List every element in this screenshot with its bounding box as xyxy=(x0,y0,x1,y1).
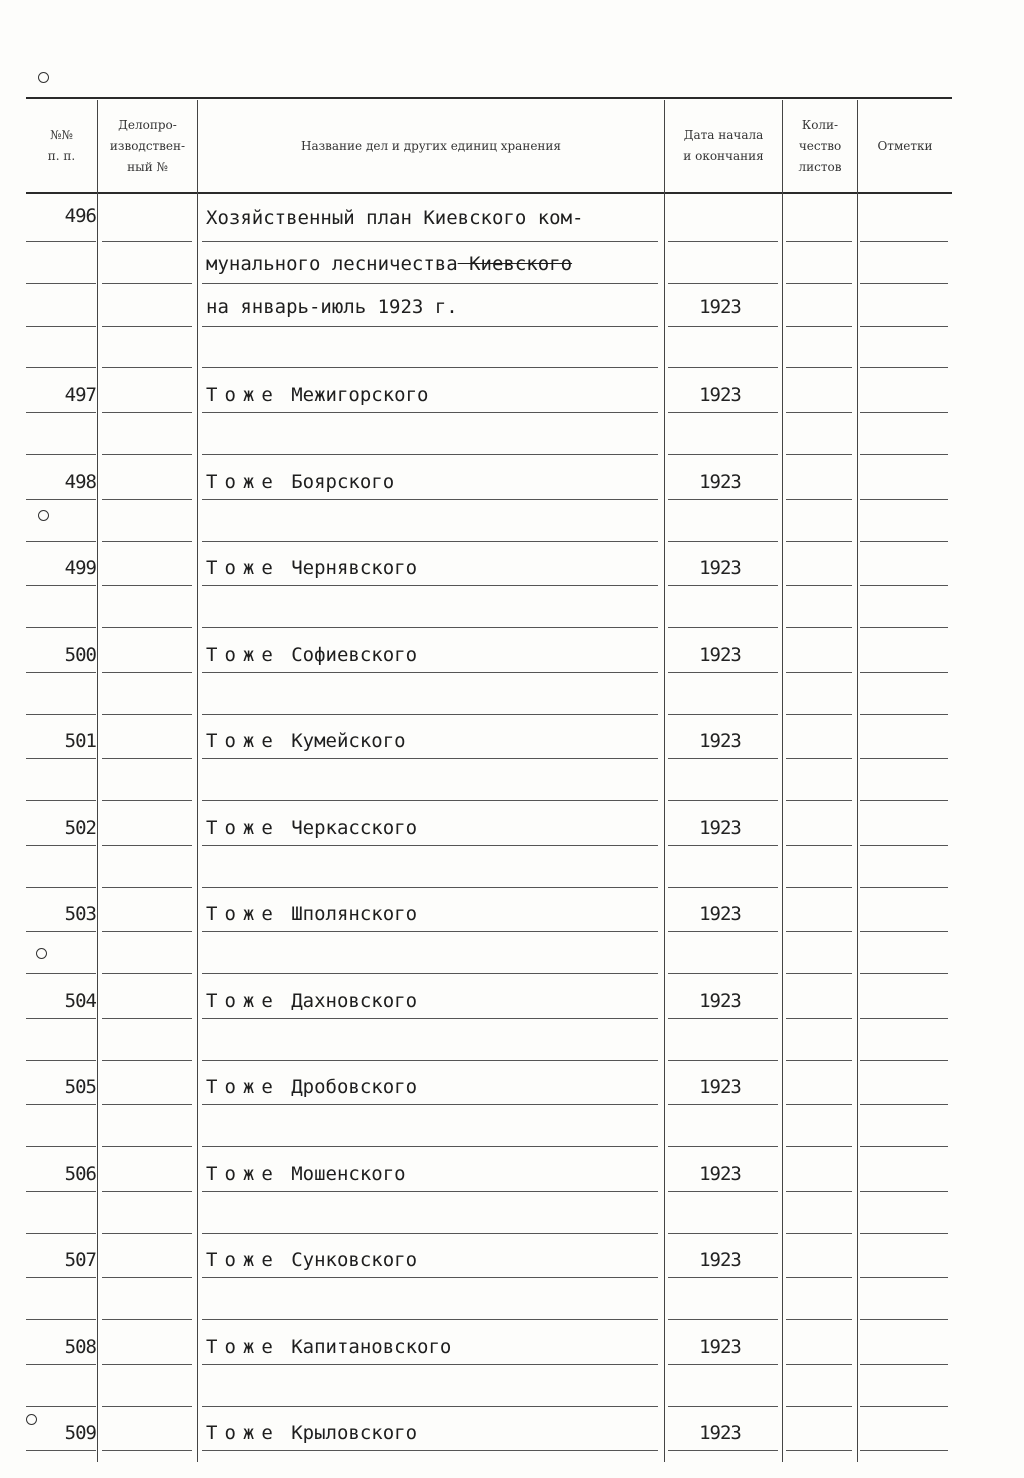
row-rule xyxy=(860,241,948,242)
same-as-above-label: Тоже xyxy=(206,470,280,493)
row-rule xyxy=(668,931,778,932)
row-rule xyxy=(860,714,948,715)
row-rule xyxy=(786,499,852,500)
forestry-name: Крыловского xyxy=(279,1422,418,1444)
record-date: 1923 xyxy=(699,384,741,406)
row-rule xyxy=(786,541,852,542)
record-date: 1923 xyxy=(699,989,741,1012)
row-rule xyxy=(102,454,192,455)
row-rule xyxy=(202,1233,658,1234)
row-rule xyxy=(860,1060,948,1061)
forestry-name: Межигорского xyxy=(279,384,429,406)
row-rule xyxy=(102,1060,192,1061)
row-rule xyxy=(668,541,778,542)
row-rule xyxy=(202,412,658,413)
same-as-above-label: Тоже xyxy=(206,1162,280,1185)
row-rule xyxy=(202,973,658,974)
row-rule xyxy=(102,326,192,327)
row-rule xyxy=(860,1191,948,1192)
row-rule xyxy=(786,412,852,413)
row-rule xyxy=(102,800,192,801)
row-rule xyxy=(26,973,96,974)
row-rule xyxy=(26,326,96,327)
row-rule xyxy=(668,973,778,974)
row-rule xyxy=(26,585,96,586)
record-number: 502 xyxy=(64,816,96,839)
same-as-above-label: Тоже xyxy=(206,816,280,839)
record-number: 507 xyxy=(64,1249,96,1271)
row-rule xyxy=(668,800,778,801)
same-as-above-label: Тоже xyxy=(206,1335,280,1358)
row-rule xyxy=(668,326,778,327)
header-col-office-number: Делопро- изводствен- ный № xyxy=(109,117,186,174)
punch-hole-icon xyxy=(38,72,49,83)
punch-hole-icon xyxy=(38,510,49,521)
row-rule xyxy=(786,367,852,368)
row-rule xyxy=(102,1104,192,1105)
row-rule xyxy=(786,1018,852,1019)
row-rule xyxy=(860,1233,948,1234)
record-number: 500 xyxy=(64,643,96,666)
row-rule xyxy=(786,1319,852,1320)
row-rule xyxy=(202,1319,658,1320)
row-rule xyxy=(202,585,658,586)
row-rule xyxy=(860,627,948,628)
row-rule xyxy=(202,672,658,673)
row-rule xyxy=(202,283,658,284)
row-rule xyxy=(668,367,778,368)
row-rule xyxy=(102,1277,192,1278)
column-divider xyxy=(857,100,858,1462)
row-rule xyxy=(102,1364,192,1365)
row-rule xyxy=(102,887,192,888)
row-rule xyxy=(202,1450,658,1451)
record-date: 1923 xyxy=(699,730,741,752)
row-rule xyxy=(202,1364,658,1365)
row-rule xyxy=(202,1146,658,1147)
row-rule xyxy=(102,1319,192,1320)
record-title xyxy=(206,557,664,579)
record-date: 1923 xyxy=(699,1076,741,1098)
row-rule xyxy=(102,541,192,542)
row-rule xyxy=(786,1146,852,1147)
row-rule xyxy=(786,241,852,242)
header-col-notes: Отметки xyxy=(877,138,933,153)
record-number: 509 xyxy=(64,1422,96,1444)
row-rule xyxy=(786,1277,852,1278)
record-title xyxy=(206,1249,664,1271)
struck-word: Киевского xyxy=(457,253,573,275)
row-rule xyxy=(202,326,658,327)
row-rule xyxy=(26,1319,96,1320)
row-rule xyxy=(668,714,778,715)
record-title xyxy=(206,730,664,752)
same-as-above-label: Тоже xyxy=(206,989,280,1012)
row-rule xyxy=(786,672,852,673)
row-rule xyxy=(786,1450,852,1451)
row-rule xyxy=(102,499,192,500)
same-as-above-label: Тоже xyxy=(206,384,280,406)
row-rule xyxy=(860,326,948,327)
row-rule xyxy=(202,454,658,455)
record-number: 508 xyxy=(64,1335,96,1358)
row-rule xyxy=(668,1060,778,1061)
row-rule xyxy=(202,931,658,932)
row-rule xyxy=(860,931,948,932)
row-rule xyxy=(860,887,948,888)
forestry-name: Шполянского xyxy=(279,903,418,925)
row-rule xyxy=(26,499,96,500)
record-title xyxy=(206,1163,664,1185)
row-rule xyxy=(102,585,192,586)
row-rule xyxy=(26,541,96,542)
row-rule xyxy=(860,283,948,284)
row-rule xyxy=(26,887,96,888)
row-rule xyxy=(102,672,192,673)
record-title xyxy=(206,817,664,839)
column-divider xyxy=(782,100,783,1462)
row-rule xyxy=(786,800,852,801)
row-rule xyxy=(860,541,948,542)
column-divider xyxy=(197,100,198,1462)
row-rule xyxy=(786,973,852,974)
row-rule xyxy=(786,887,852,888)
row-rule xyxy=(202,541,658,542)
row-rule xyxy=(102,412,192,413)
row-rule xyxy=(668,672,778,673)
row-rule xyxy=(668,887,778,888)
row-rule xyxy=(26,627,96,628)
row-rule xyxy=(202,1018,658,1019)
row-rule xyxy=(26,672,96,673)
row-rule xyxy=(26,454,96,455)
forestry-name: Капитановского xyxy=(279,1335,452,1358)
same-as-above-label: Тоже xyxy=(206,643,280,666)
row-rule xyxy=(668,845,778,846)
table-header-rule xyxy=(26,192,952,194)
row-rule xyxy=(786,326,852,327)
row-rule xyxy=(202,1406,658,1407)
row-rule xyxy=(786,585,852,586)
row-rule xyxy=(668,1146,778,1147)
record-number: 505 xyxy=(64,1076,96,1098)
record-number: 499 xyxy=(64,557,96,579)
header-col-dates: Дата начала и окончания xyxy=(683,128,764,163)
record-title-line: на январь-июль 1923 г. xyxy=(206,296,458,318)
row-rule xyxy=(668,1319,778,1320)
row-rule xyxy=(102,367,192,368)
row-rule xyxy=(786,1406,852,1407)
record-number: 498 xyxy=(64,470,96,493)
row-rule xyxy=(202,627,658,628)
row-rule xyxy=(786,758,852,759)
same-as-above-label: Тоже xyxy=(206,1249,280,1271)
record-date: 1923 xyxy=(699,557,741,579)
row-rule xyxy=(26,1191,96,1192)
forestry-name: Мошенского xyxy=(279,1162,406,1185)
row-rule xyxy=(26,1450,96,1451)
row-rule xyxy=(26,1104,96,1105)
header-col-number: №№ п. п. xyxy=(47,128,76,163)
row-rule xyxy=(102,973,192,974)
same-as-above-label: Тоже xyxy=(206,557,280,579)
row-rule xyxy=(202,714,658,715)
row-rule xyxy=(860,412,948,413)
row-rule xyxy=(102,627,192,628)
row-rule xyxy=(860,845,948,846)
record-title xyxy=(206,384,664,406)
row-rule xyxy=(202,887,658,888)
row-rule xyxy=(668,283,778,284)
row-rule xyxy=(860,1146,948,1147)
row-rule xyxy=(668,1104,778,1105)
header-col-sheets: Коли- чество листов xyxy=(798,117,842,174)
record-title xyxy=(206,1336,664,1358)
record-number: 501 xyxy=(64,730,96,752)
forestry-name: Сунковского xyxy=(279,1249,418,1271)
column-divider xyxy=(664,100,665,1462)
row-rule xyxy=(26,283,96,284)
record-title xyxy=(206,903,664,925)
row-rule xyxy=(102,1018,192,1019)
row-rule xyxy=(860,499,948,500)
row-rule xyxy=(668,585,778,586)
row-rule xyxy=(860,1364,948,1365)
record-date: 1923 xyxy=(699,470,741,493)
row-rule xyxy=(102,1233,192,1234)
row-rule xyxy=(202,845,658,846)
row-rule xyxy=(102,1406,192,1407)
same-as-above-label: Тоже xyxy=(206,1422,280,1444)
row-rule xyxy=(786,1104,852,1105)
row-rule xyxy=(786,1060,852,1061)
row-rule xyxy=(668,499,778,500)
punch-hole-icon xyxy=(36,948,47,959)
same-as-above-label: Тоже xyxy=(206,730,280,752)
row-rule xyxy=(26,800,96,801)
record-number: 503 xyxy=(64,903,96,925)
row-rule xyxy=(668,1364,778,1365)
row-rule xyxy=(668,1277,778,1278)
row-rule xyxy=(102,1450,192,1451)
record-date: 1923 xyxy=(699,816,741,839)
row-rule xyxy=(202,1277,658,1278)
row-rule xyxy=(202,499,658,500)
row-rule xyxy=(102,283,192,284)
row-rule xyxy=(786,1233,852,1234)
forestry-name: Чернявского xyxy=(279,557,418,579)
row-rule xyxy=(26,1233,96,1234)
column-divider xyxy=(97,100,98,1462)
record-number: 506 xyxy=(64,1162,96,1185)
record-title xyxy=(206,990,664,1012)
row-rule xyxy=(26,1146,96,1147)
row-rule xyxy=(860,672,948,673)
row-rule xyxy=(102,931,192,932)
row-rule xyxy=(860,454,948,455)
record-title xyxy=(206,644,664,666)
row-rule xyxy=(786,1364,852,1365)
same-as-above-label: Тоже xyxy=(206,903,280,925)
row-rule xyxy=(786,714,852,715)
row-rule xyxy=(202,758,658,759)
forestry-name: Софиевского xyxy=(279,643,418,666)
row-rule xyxy=(202,1191,658,1192)
row-rule xyxy=(668,412,778,413)
table-top-rule xyxy=(26,97,952,99)
row-rule xyxy=(860,1104,948,1105)
header-col-title: Название дел и других единиц хранения xyxy=(300,138,561,153)
row-rule xyxy=(860,1018,948,1019)
row-rule xyxy=(786,931,852,932)
row-rule xyxy=(668,758,778,759)
row-rule xyxy=(860,1406,948,1407)
record-date: 1923 xyxy=(699,296,741,318)
row-rule xyxy=(102,241,192,242)
row-rule xyxy=(668,1018,778,1019)
forestry-name: Кумейского xyxy=(279,730,406,752)
row-rule xyxy=(26,845,96,846)
row-rule xyxy=(202,1060,658,1061)
record-date: 1923 xyxy=(699,1422,741,1444)
row-rule xyxy=(102,714,192,715)
row-rule xyxy=(26,931,96,932)
same-as-above-label: Тоже xyxy=(206,1076,280,1098)
record-date: 1923 xyxy=(699,643,741,666)
row-rule xyxy=(860,585,948,586)
row-rule xyxy=(860,1277,948,1278)
record-date: 1923 xyxy=(699,1335,741,1358)
row-rule xyxy=(202,1104,658,1105)
row-rule xyxy=(786,845,852,846)
row-rule xyxy=(786,1191,852,1192)
row-rule xyxy=(26,758,96,759)
row-rule xyxy=(786,283,852,284)
row-rule xyxy=(26,367,96,368)
row-rule xyxy=(786,627,852,628)
row-rule xyxy=(26,1060,96,1061)
record-date: 1923 xyxy=(699,903,741,925)
row-rule xyxy=(668,454,778,455)
record-number: 496 xyxy=(64,205,96,227)
record-title xyxy=(206,1076,664,1098)
row-rule xyxy=(26,1364,96,1365)
row-rule xyxy=(860,367,948,368)
row-rule xyxy=(668,241,778,242)
record-title xyxy=(206,471,664,493)
forestry-name: Боярского xyxy=(279,470,395,493)
row-rule xyxy=(860,1450,948,1451)
row-rule xyxy=(102,845,192,846)
row-rule xyxy=(26,241,96,242)
row-rule xyxy=(860,1319,948,1320)
row-rule xyxy=(26,412,96,413)
row-rule xyxy=(202,800,658,801)
row-rule xyxy=(26,1406,96,1407)
row-rule xyxy=(860,800,948,801)
row-rule xyxy=(26,1018,96,1019)
row-rule xyxy=(668,1406,778,1407)
record-title-line: Хозяйственный план Киевского ком- xyxy=(206,207,584,229)
record-date: 1923 xyxy=(699,1162,741,1185)
row-rule xyxy=(102,1191,192,1192)
record-title xyxy=(206,1422,664,1444)
row-rule xyxy=(26,1277,96,1278)
record-number: 504 xyxy=(64,989,96,1012)
record-number: 497 xyxy=(64,384,96,406)
forestry-name: Дробовского xyxy=(279,1076,418,1098)
forestry-name: Черкасского xyxy=(279,816,418,839)
row-rule xyxy=(668,1233,778,1234)
row-rule xyxy=(668,1450,778,1451)
row-rule xyxy=(860,973,948,974)
row-rule xyxy=(668,627,778,628)
row-rule xyxy=(202,241,658,242)
row-rule xyxy=(26,714,96,715)
record-date: 1923 xyxy=(699,1249,741,1271)
row-rule xyxy=(860,758,948,759)
row-rule xyxy=(202,367,658,368)
record-title-line: мунального лесничества Киевского xyxy=(206,253,573,275)
forestry-name: Дахновского xyxy=(279,989,418,1012)
row-rule xyxy=(786,454,852,455)
row-rule xyxy=(668,1191,778,1192)
row-rule xyxy=(102,1146,192,1147)
row-rule xyxy=(102,758,192,759)
